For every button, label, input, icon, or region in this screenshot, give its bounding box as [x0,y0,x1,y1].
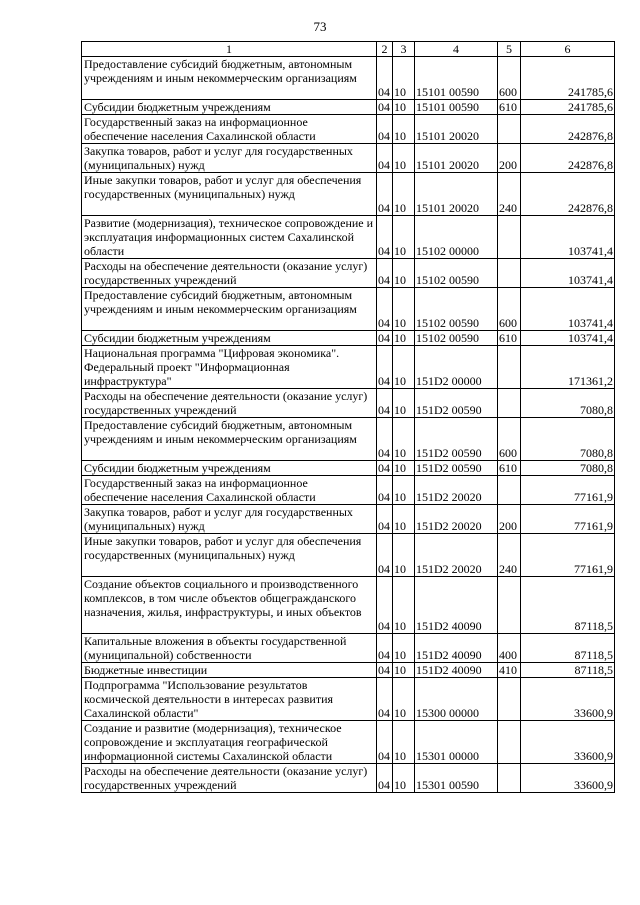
row-subsection: 10 [393,505,415,534]
row-section: 04 [377,461,393,476]
row-name: Субсидии бюджетным учреждениям [82,461,377,476]
row-amount: 7080,8 [521,418,615,461]
table-row [82,173,615,216]
page-number: 73 [313,19,327,34]
row-target-article: 15102 00000 [415,216,498,259]
row-subsection: 10 [393,461,415,476]
row-target-article: 151D2 40090 [415,577,498,634]
row-subsection: 10 [393,389,415,418]
row-section: 04 [377,534,393,577]
row-section: 04 [377,663,393,678]
row-name: Государственный заказ на информационное обеспечение населения Сахалинской области [82,476,377,505]
row-name: Закупка товаров, работ и услуг для государственных (муниципальных) нужд [82,505,377,534]
row-amount: 7080,8 [521,461,615,476]
table-row [82,634,615,663]
row-expense-type: 610 [498,461,521,476]
row-section: 04 [377,346,393,389]
column-header-subsection: 3 [393,42,415,57]
row-amount: 87118,5 [521,634,615,663]
row-expense-type [498,577,521,634]
row-target-article: 15101 00590 [415,100,498,115]
row-subsection: 10 [393,288,415,331]
row-section: 04 [377,634,393,663]
row-amount: 242876,8 [521,173,615,216]
row-expense-type: 610 [498,100,521,115]
table-row [82,721,615,764]
row-target-article: 15301 00590 [415,764,498,793]
row-expense-type [498,389,521,418]
row-name: Предоставление субсидий бюджетным, автономным учреждениям и иным некоммерческим организациям [82,57,377,100]
row-name: Субсидии бюджетным учреждениям [82,100,377,115]
row-name: Национальная программа "Цифровая экономика". Федеральный проект "Информационная инфраструктура" [82,346,377,389]
row-name: Иные закупки товаров, работ и услуг для обеспечения государственных (муниципальных) нужд [82,534,377,577]
table-row [82,259,615,288]
row-expense-type: 600 [498,288,521,331]
table-row [82,389,615,418]
row-section: 04 [377,505,393,534]
row-target-article: 151D2 40090 [415,634,498,663]
row-section: 04 [377,115,393,144]
row-expense-type [498,216,521,259]
table-row [82,144,615,173]
row-target-article: 15102 00590 [415,331,498,346]
row-name: Закупка товаров, работ и услуг для государственных (муниципальных) нужд [82,144,377,173]
table-row [82,57,615,100]
row-section: 04 [377,389,393,418]
row-target-article: 15101 20020 [415,173,498,216]
row-target-article: 15101 20020 [415,115,498,144]
row-expense-type [498,476,521,505]
row-subsection: 10 [393,331,415,346]
row-section: 04 [377,100,393,115]
row-target-article: 151D2 00590 [415,418,498,461]
row-amount: 242876,8 [521,144,615,173]
row-target-article: 151D2 20020 [415,505,498,534]
row-amount: 171361,2 [521,346,615,389]
table-row [82,577,615,634]
row-expense-type: 410 [498,663,521,678]
row-amount: 77161,9 [521,476,615,505]
row-name: Бюджетные инвестиции [82,663,377,678]
table-row [82,288,615,331]
row-section: 04 [377,57,393,100]
row-amount: 241785,6 [521,57,615,100]
row-amount: 103741,4 [521,259,615,288]
row-section: 04 [377,577,393,634]
row-section: 04 [377,216,393,259]
row-subsection: 10 [393,534,415,577]
row-target-article: 151D2 20020 [415,476,498,505]
row-section: 04 [377,259,393,288]
row-section: 04 [377,144,393,173]
row-subsection: 10 [393,173,415,216]
row-target-article: 15301 00000 [415,721,498,764]
row-target-article: 15101 20020 [415,144,498,173]
row-section: 04 [377,721,393,764]
row-amount: 33600,9 [521,721,615,764]
row-name: Предоставление субсидий бюджетным, автономным учреждениям и иным некоммерческим организациям [82,288,377,331]
row-subsection: 10 [393,144,415,173]
row-target-article: 151D2 00000 [415,346,498,389]
table-row [82,346,615,389]
row-target-article: 15102 00590 [415,288,498,331]
row-name: Расходы на обеспечение деятельности (оказание услуг) государственных учреждений [82,764,377,793]
row-name: Расходы на обеспечение деятельности (оказание услуг) государственных учреждений [82,389,377,418]
table-row [82,505,615,534]
table-row [82,100,615,115]
row-target-article: 151D2 00590 [415,389,498,418]
row-target-article: 151D2 20020 [415,534,498,577]
row-section: 04 [377,418,393,461]
row-subsection: 10 [393,764,415,793]
row-subsection: 10 [393,259,415,288]
row-amount: 242876,8 [521,115,615,144]
row-subsection: 10 [393,476,415,505]
row-section: 04 [377,678,393,721]
column-header-name: 1 [82,42,377,57]
row-expense-type [498,764,521,793]
row-name: Капитальные вложения в объекты государственной (муниципальной) собственности [82,634,377,663]
row-name: Расходы на обеспечение деятельности (оказание услуг) государственных учреждений [82,259,377,288]
row-expense-type: 240 [498,173,521,216]
row-target-article: 151D2 40090 [415,663,498,678]
column-header-expense-type: 5 [498,42,521,57]
row-subsection: 10 [393,634,415,663]
row-amount: 7080,8 [521,389,615,418]
row-section: 04 [377,764,393,793]
row-amount: 87118,5 [521,577,615,634]
row-expense-type [498,678,521,721]
row-amount: 33600,9 [521,764,615,793]
table-body [82,57,615,793]
table-row [82,764,615,793]
column-header-amount: 6 [521,42,615,57]
budget-table [81,41,615,793]
row-expense-type [498,721,521,764]
table-row [82,331,615,346]
row-amount: 33600,9 [521,678,615,721]
row-name: Предоставление субсидий бюджетным, автономным учреждениям и иным некоммерческим организациям [82,418,377,461]
table-row [82,115,615,144]
row-amount: 77161,9 [521,505,615,534]
row-subsection: 10 [393,721,415,764]
table-row [82,678,615,721]
row-amount: 87118,5 [521,663,615,678]
row-expense-type [498,346,521,389]
row-name: Иные закупки товаров, работ и услуг для обеспечения государственных (муниципальных) нужд [82,173,377,216]
column-header-section: 2 [377,42,393,57]
row-expense-type: 610 [498,331,521,346]
table-row [82,418,615,461]
row-amount: 103741,4 [521,216,615,259]
table-row [82,534,615,577]
row-expense-type: 400 [498,634,521,663]
table-row [82,216,615,259]
row-expense-type: 200 [498,144,521,173]
row-name: Подпрограмма "Использование результатов космической деятельности в интересах развития Сахалинской области" [82,678,377,721]
row-name: Государственный заказ на информационное обеспечение населения Сахалинской области [82,115,377,144]
table-header-row [82,42,615,57]
row-subsection: 10 [393,216,415,259]
row-expense-type [498,259,521,288]
table-row [82,476,615,505]
row-expense-type: 240 [498,534,521,577]
row-target-article: 151D2 00590 [415,461,498,476]
table-row [82,461,615,476]
table-row [82,663,615,678]
row-subsection: 10 [393,663,415,678]
row-subsection: 10 [393,100,415,115]
row-subsection: 10 [393,57,415,100]
row-target-article: 15101 00590 [415,57,498,100]
row-subsection: 10 [393,418,415,461]
row-section: 04 [377,331,393,346]
row-target-article: 15300 00000 [415,678,498,721]
row-section: 04 [377,173,393,216]
row-name: Создание объектов социального и производственного комплексов, в том числе объектов общегражданского назначения, жилья, инфраструктуры, и иных объектов [82,577,377,634]
column-header-target-article: 4 [415,42,498,57]
row-amount: 77161,9 [521,534,615,577]
row-subsection: 10 [393,115,415,144]
row-expense-type: 600 [498,418,521,461]
row-name: Развитие (модернизация), техническое сопровождение и эксплуатация информационных систем Сахалинской области [82,216,377,259]
row-name: Создание и развитие (модернизация), техническое сопровождение и эксплуатация географической информационной системы Сахалинской области [82,721,377,764]
row-expense-type [498,115,521,144]
row-subsection: 10 [393,577,415,634]
row-subsection: 10 [393,678,415,721]
row-name: Субсидии бюджетным учреждениям [82,331,377,346]
row-expense-type: 600 [498,57,521,100]
row-section: 04 [377,288,393,331]
row-section: 04 [377,476,393,505]
row-expense-type: 200 [498,505,521,534]
row-amount: 103741,4 [521,331,615,346]
row-amount: 241785,6 [521,100,615,115]
row-target-article: 15102 00590 [415,259,498,288]
row-subsection: 10 [393,346,415,389]
row-amount: 103741,4 [521,288,615,331]
